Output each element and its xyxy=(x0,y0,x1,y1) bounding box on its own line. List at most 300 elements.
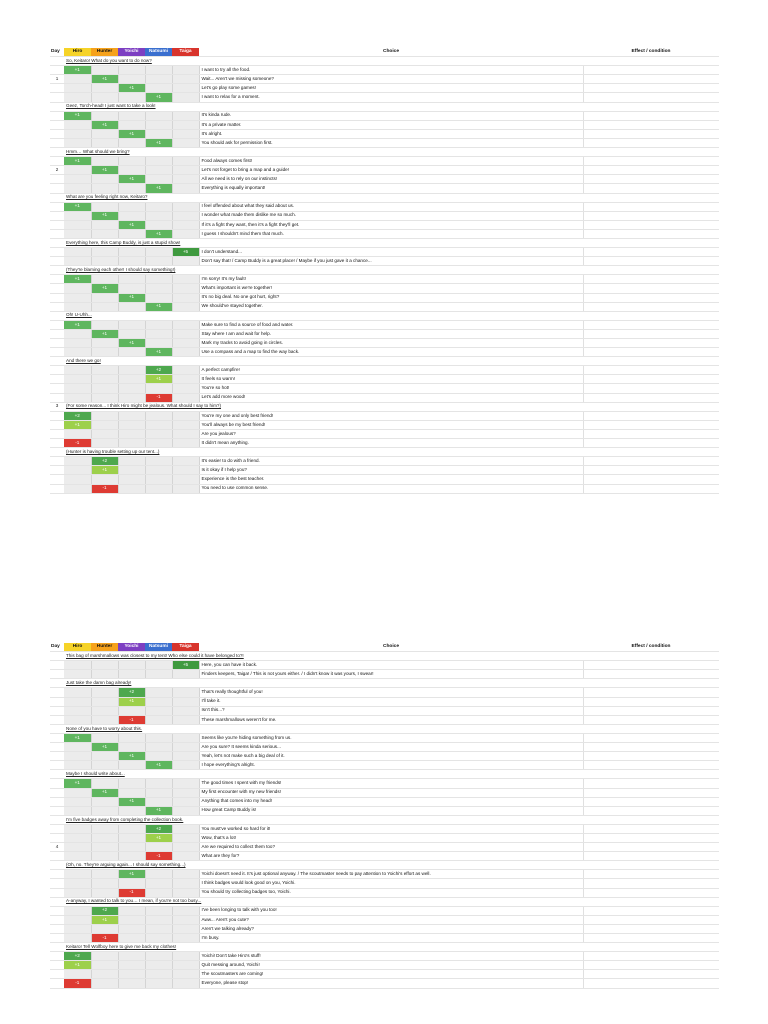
choice-text: Don't say that! / Camp Buddy is a great place! / Maybe if you just gave it a chance... xyxy=(199,257,583,266)
natsumi-affinity-cell xyxy=(145,439,172,448)
choice-text: It feels so warm! xyxy=(199,375,583,384)
hunter-affinity-cell xyxy=(91,924,118,933)
taiga-affinity-cell xyxy=(172,457,199,466)
hiro-affinity-cell xyxy=(64,715,91,724)
choice-row xyxy=(50,120,719,129)
natsumi-affinity-cell: -1 xyxy=(145,393,172,402)
natsumi-affinity-cell xyxy=(145,166,172,175)
day-cell xyxy=(50,375,64,384)
natsumi-affinity-cell xyxy=(145,733,172,742)
choice-row xyxy=(50,961,719,970)
effect-cell xyxy=(583,743,719,752)
taiga-affinity-cell xyxy=(172,475,199,484)
natsumi-affinity-cell xyxy=(145,175,172,184)
natsumi-affinity-cell xyxy=(145,915,172,924)
natsumi-affinity-cell xyxy=(145,339,172,348)
choice-text: You must've worked so hard for it! xyxy=(199,824,583,833)
hiro-affinity-cell: +1 xyxy=(64,733,91,742)
hunter-affinity-cell: -1 xyxy=(91,934,118,943)
effect-cell xyxy=(583,284,719,293)
hiro-affinity-cell: +1 xyxy=(64,420,91,429)
taiga-affinity-cell xyxy=(172,129,199,138)
header-natsumi: Natsumi xyxy=(145,48,172,57)
header-day: Day xyxy=(50,643,64,652)
natsumi-affinity-cell xyxy=(145,84,172,93)
natsumi-affinity-cell: +1 xyxy=(145,229,172,238)
hiro-affinity-cell xyxy=(64,924,91,933)
hiro-affinity-cell xyxy=(64,120,91,129)
choice-row xyxy=(50,484,719,493)
sheet-page-1 xyxy=(50,48,718,494)
header-hunter: Hunter xyxy=(91,643,118,652)
choice-text: Wow, that's a lot! xyxy=(199,833,583,842)
day-cell xyxy=(50,448,64,457)
hiro-affinity-cell xyxy=(64,934,91,943)
choice-row xyxy=(50,806,719,815)
choice-row xyxy=(50,879,719,888)
hiro-affinity-cell xyxy=(64,752,91,761)
question-row xyxy=(50,943,719,952)
effect-cell xyxy=(583,888,719,897)
natsumi-affinity-cell xyxy=(145,293,172,302)
effect-cell xyxy=(583,779,719,788)
choice-row xyxy=(50,366,719,375)
natsumi-affinity-cell xyxy=(145,706,172,715)
natsumi-affinity-cell xyxy=(145,284,172,293)
natsumi-affinity-cell xyxy=(145,211,172,220)
hiro-affinity-cell xyxy=(64,788,91,797)
taiga-affinity-cell xyxy=(172,284,199,293)
day-cell: 3 xyxy=(50,402,64,411)
hiro-affinity-cell xyxy=(64,906,91,915)
day-cell xyxy=(50,724,64,733)
effect-cell xyxy=(583,429,719,438)
hiro-affinity-cell xyxy=(64,697,91,706)
question-row xyxy=(50,311,719,320)
day-cell xyxy=(50,229,64,238)
question-row xyxy=(50,57,719,66)
taiga-affinity-cell xyxy=(172,366,199,375)
day-cell xyxy=(50,934,64,943)
hiro-affinity-cell xyxy=(64,852,91,861)
taiga-affinity-cell xyxy=(172,806,199,815)
question-row xyxy=(50,102,719,111)
hunter-affinity-cell xyxy=(91,961,118,970)
hiro-affinity-cell xyxy=(64,706,91,715)
hunter-affinity-cell xyxy=(91,697,118,706)
natsumi-affinity-cell xyxy=(145,275,172,284)
day-cell xyxy=(50,411,64,420)
natsumi-affinity-cell xyxy=(145,384,172,393)
taiga-affinity-cell xyxy=(172,157,199,166)
hunter-affinity-cell xyxy=(91,733,118,742)
yoichi-affinity-cell xyxy=(118,733,145,742)
yoichi-affinity-cell xyxy=(118,420,145,429)
day-cell xyxy=(50,752,64,761)
taiga-affinity-cell xyxy=(172,779,199,788)
hiro-affinity-cell: +1 xyxy=(64,779,91,788)
yoichi-affinity-cell xyxy=(118,934,145,943)
hiro-affinity-cell xyxy=(64,475,91,484)
effect-cell xyxy=(583,339,719,348)
hunter-affinity-cell xyxy=(91,302,118,311)
choice-text: Let's not forget to bring a map and a guide! xyxy=(199,166,583,175)
yoichi-affinity-cell: +1 xyxy=(118,84,145,93)
effect-cell xyxy=(583,320,719,329)
choice-row xyxy=(50,75,719,84)
hiro-affinity-cell xyxy=(64,879,91,888)
hunter-affinity-cell xyxy=(91,475,118,484)
hiro-affinity-cell xyxy=(64,366,91,375)
day-cell xyxy=(50,439,64,448)
day-cell xyxy=(50,175,64,184)
day-cell xyxy=(50,57,64,66)
choice-row xyxy=(50,779,719,788)
effect-cell xyxy=(583,852,719,861)
natsumi-affinity-cell: +1 xyxy=(145,93,172,102)
hiro-affinity-cell: +2 xyxy=(64,411,91,420)
hunter-affinity-cell xyxy=(91,66,118,75)
choice-row xyxy=(50,375,719,384)
effect-cell xyxy=(583,879,719,888)
hiro-affinity-cell xyxy=(64,257,91,266)
choice-text: Yeah, let's not make such a big deal of it. xyxy=(199,752,583,761)
yoichi-affinity-cell xyxy=(118,211,145,220)
question-text: None of you have to worry about this. xyxy=(64,724,719,733)
taiga-affinity-cell xyxy=(172,184,199,193)
natsumi-affinity-cell: +2 xyxy=(145,366,172,375)
day-cell xyxy=(50,257,64,266)
natsumi-affinity-cell: +1 xyxy=(145,761,172,770)
natsumi-affinity-cell xyxy=(145,411,172,420)
choice-text: I'll take it. xyxy=(199,697,583,706)
day-cell xyxy=(50,138,64,147)
taiga-affinity-cell xyxy=(172,293,199,302)
effect-cell xyxy=(583,961,719,970)
hiro-affinity-cell: +1 xyxy=(64,111,91,120)
hiro-affinity-cell xyxy=(64,888,91,897)
yoichi-affinity-cell xyxy=(118,670,145,679)
natsumi-affinity-cell xyxy=(145,466,172,475)
effect-cell xyxy=(583,733,719,742)
natsumi-affinity-cell xyxy=(145,457,172,466)
hunter-affinity-cell xyxy=(91,806,118,815)
yoichi-affinity-cell xyxy=(118,166,145,175)
day-cell xyxy=(50,366,64,375)
question-text: Hmm… What should we bring? xyxy=(64,148,719,157)
day-cell xyxy=(50,348,64,357)
effect-cell xyxy=(583,833,719,842)
choice-text: Are we required to collect them too? xyxy=(199,843,583,852)
header-yoichi: Yoichi xyxy=(118,48,145,57)
taiga-affinity-cell xyxy=(172,843,199,852)
day-cell xyxy=(50,670,64,679)
hiro-affinity-cell: +1 xyxy=(64,275,91,284)
hiro-affinity-cell xyxy=(64,284,91,293)
header-day: Day xyxy=(50,48,64,57)
day-cell xyxy=(50,852,64,861)
question-row xyxy=(50,897,719,906)
natsumi-affinity-cell xyxy=(145,934,172,943)
choice-text: I wonder what made them dislike me so much. xyxy=(199,211,583,220)
day-cell xyxy=(50,706,64,715)
choice-text: What are they for? xyxy=(199,852,583,861)
yoichi-affinity-cell: +1 xyxy=(118,293,145,302)
effect-cell xyxy=(583,970,719,979)
yoichi-affinity-cell xyxy=(118,661,145,670)
day-cell xyxy=(50,924,64,933)
natsumi-affinity-cell xyxy=(145,661,172,670)
hunter-affinity-cell xyxy=(91,843,118,852)
question-text: And there we go! xyxy=(64,357,719,366)
effect-cell xyxy=(583,466,719,475)
taiga-affinity-cell xyxy=(172,120,199,129)
hunter-affinity-cell xyxy=(91,797,118,806)
taiga-affinity-cell xyxy=(172,824,199,833)
natsumi-affinity-cell xyxy=(145,843,172,852)
taiga-affinity-cell: +5 xyxy=(172,661,199,670)
choice-row xyxy=(50,715,719,724)
yoichi-affinity-cell xyxy=(118,302,145,311)
day-cell xyxy=(50,93,64,102)
choice-row xyxy=(50,175,719,184)
hunter-affinity-cell: +1 xyxy=(91,120,118,129)
natsumi-affinity-cell xyxy=(145,129,172,138)
hiro-affinity-cell xyxy=(64,211,91,220)
hunter-affinity-cell xyxy=(91,348,118,357)
natsumi-affinity-cell xyxy=(145,320,172,329)
day-cell xyxy=(50,275,64,284)
hunter-affinity-cell xyxy=(91,824,118,833)
taiga-affinity-cell xyxy=(172,384,199,393)
effect-cell xyxy=(583,220,719,229)
natsumi-affinity-cell xyxy=(145,870,172,879)
taiga-affinity-cell: +5 xyxy=(172,248,199,257)
hiro-affinity-cell xyxy=(64,457,91,466)
choice-row xyxy=(50,915,719,924)
yoichi-affinity-cell: +1 xyxy=(118,220,145,229)
natsumi-affinity-cell: +1 xyxy=(145,833,172,842)
hiro-affinity-cell xyxy=(64,384,91,393)
taiga-affinity-cell xyxy=(172,275,199,284)
header-hiro: Hiro xyxy=(64,643,91,652)
taiga-affinity-cell xyxy=(172,211,199,220)
effect-cell xyxy=(583,670,719,679)
hiro-affinity-cell xyxy=(64,84,91,93)
natsumi-affinity-cell xyxy=(145,670,172,679)
natsumi-affinity-cell xyxy=(145,752,172,761)
choice-text: Experience is the best teacher. xyxy=(199,475,583,484)
taiga-affinity-cell xyxy=(172,752,199,761)
effect-cell xyxy=(583,248,719,257)
taiga-affinity-cell xyxy=(172,888,199,897)
choice-text: The good times I spent with my friends! xyxy=(199,779,583,788)
hiro-affinity-cell: +1 xyxy=(64,157,91,166)
day-cell xyxy=(50,475,64,484)
effect-cell xyxy=(583,329,719,338)
hiro-affinity-cell xyxy=(64,138,91,147)
natsumi-affinity-cell xyxy=(145,420,172,429)
header-natsumi: Natsumi xyxy=(145,643,172,652)
choice-row xyxy=(50,166,719,175)
question-text: A-anyway, I wanted to talk to you… I mean, if you're not too busy... xyxy=(64,897,719,906)
hunter-affinity-cell xyxy=(91,339,118,348)
day-cell xyxy=(50,384,64,393)
day-cell xyxy=(50,111,64,120)
day-cell xyxy=(50,120,64,129)
choice-text: You're my one and only best friend! xyxy=(199,411,583,420)
choice-text: Everyone, please stop! xyxy=(199,979,583,988)
day-cell xyxy=(50,861,64,870)
choices-table xyxy=(50,48,719,494)
choice-row xyxy=(50,797,719,806)
question-text: (For some reason... I think Hiro might be jealous. What should I say to him?) xyxy=(64,402,719,411)
header-row xyxy=(50,48,719,57)
hiro-affinity-cell xyxy=(64,348,91,357)
taiga-affinity-cell xyxy=(172,924,199,933)
natsumi-affinity-cell: +2 xyxy=(145,824,172,833)
yoichi-affinity-cell xyxy=(118,320,145,329)
question-row xyxy=(50,815,719,824)
yoichi-affinity-cell xyxy=(118,375,145,384)
yoichi-affinity-cell xyxy=(118,743,145,752)
effect-cell xyxy=(583,202,719,211)
effect-cell xyxy=(583,275,719,284)
hunter-affinity-cell xyxy=(91,979,118,988)
day-cell xyxy=(50,679,64,688)
effect-cell xyxy=(583,257,719,266)
hunter-affinity-cell xyxy=(91,320,118,329)
taiga-affinity-cell xyxy=(172,111,199,120)
choice-row xyxy=(50,475,719,484)
hunter-affinity-cell xyxy=(91,93,118,102)
day-cell xyxy=(50,961,64,970)
natsumi-affinity-cell xyxy=(145,797,172,806)
effect-cell xyxy=(583,384,719,393)
day-cell xyxy=(50,697,64,706)
choice-text: Make sure to find a source of food and water. xyxy=(199,320,583,329)
yoichi-affinity-cell: +1 xyxy=(118,175,145,184)
choice-text: It's no big deal. No one got hurt, right? xyxy=(199,293,583,302)
yoichi-affinity-cell xyxy=(118,120,145,129)
yoichi-affinity-cell: +1 xyxy=(118,870,145,879)
day-cell xyxy=(50,66,64,75)
choice-row xyxy=(50,852,719,861)
choice-row xyxy=(50,339,719,348)
effect-cell xyxy=(583,952,719,961)
question-row xyxy=(50,266,719,275)
choice-text: Quit messing around, Yoichi! xyxy=(199,961,583,970)
day-cell xyxy=(50,879,64,888)
taiga-affinity-cell xyxy=(172,743,199,752)
effect-cell xyxy=(583,393,719,402)
natsumi-affinity-cell xyxy=(145,157,172,166)
taiga-affinity-cell xyxy=(172,329,199,338)
yoichi-affinity-cell xyxy=(118,779,145,788)
day-cell xyxy=(50,870,64,879)
question-text: So, Keitaro! What do you want to do now? xyxy=(64,57,719,66)
choice-text: Wait... Aren't we missing someone? xyxy=(199,75,583,84)
day-cell xyxy=(50,248,64,257)
effect-cell xyxy=(583,715,719,724)
taiga-affinity-cell xyxy=(172,429,199,438)
hunter-affinity-cell xyxy=(91,275,118,284)
hiro-affinity-cell xyxy=(64,75,91,84)
yoichi-affinity-cell: +1 xyxy=(118,797,145,806)
yoichi-affinity-cell xyxy=(118,329,145,338)
hiro-affinity-cell xyxy=(64,93,91,102)
day-cell xyxy=(50,761,64,770)
choice-row xyxy=(50,970,719,979)
yoichi-affinity-cell xyxy=(118,457,145,466)
choice-row xyxy=(50,934,719,943)
effect-cell xyxy=(583,157,719,166)
choice-text: I feel offended about what they said about us. xyxy=(199,202,583,211)
hiro-affinity-cell: -1 xyxy=(64,979,91,988)
choice-text: I want to relax for a moment. xyxy=(199,93,583,102)
natsumi-affinity-cell xyxy=(145,697,172,706)
hunter-affinity-cell: +1 xyxy=(91,788,118,797)
effect-cell xyxy=(583,229,719,238)
taiga-affinity-cell xyxy=(172,93,199,102)
choice-row xyxy=(50,788,719,797)
yoichi-affinity-cell xyxy=(118,284,145,293)
yoichi-affinity-cell xyxy=(118,843,145,852)
yoichi-affinity-cell xyxy=(118,157,145,166)
yoichi-affinity-cell xyxy=(118,961,145,970)
choice-text: Are you jealous? xyxy=(199,429,583,438)
choice-row xyxy=(50,906,719,915)
natsumi-affinity-cell xyxy=(145,879,172,888)
effect-cell xyxy=(583,824,719,833)
sheet-page-2 xyxy=(50,643,718,989)
choice-text: These marshmallows weren't for me. xyxy=(199,715,583,724)
choice-text: Let's go play some games! xyxy=(199,84,583,93)
choice-text: You'll always be my best friend! xyxy=(199,420,583,429)
choice-row xyxy=(50,229,719,238)
effect-cell xyxy=(583,175,719,184)
hunter-affinity-cell xyxy=(91,952,118,961)
taiga-affinity-cell xyxy=(172,220,199,229)
choice-row xyxy=(50,697,719,706)
yoichi-affinity-cell xyxy=(118,788,145,797)
hunter-affinity-cell xyxy=(91,833,118,842)
hiro-affinity-cell xyxy=(64,220,91,229)
day-cell xyxy=(50,661,64,670)
choice-text: What's important is we're together! xyxy=(199,284,583,293)
header-effect: Effect / condition xyxy=(583,48,719,57)
choice-row xyxy=(50,661,719,670)
taiga-affinity-cell xyxy=(172,175,199,184)
natsumi-affinity-cell xyxy=(145,888,172,897)
choice-row xyxy=(50,329,719,338)
hiro-affinity-cell xyxy=(64,375,91,384)
effect-cell xyxy=(583,75,719,84)
yoichi-affinity-cell xyxy=(118,202,145,211)
choice-row xyxy=(50,688,719,697)
taiga-affinity-cell xyxy=(172,420,199,429)
natsumi-affinity-cell xyxy=(145,248,172,257)
hunter-affinity-cell xyxy=(91,202,118,211)
natsumi-affinity-cell xyxy=(145,257,172,266)
choice-row xyxy=(50,111,719,120)
choice-row xyxy=(50,833,719,842)
hunter-affinity-cell xyxy=(91,84,118,93)
effect-cell xyxy=(583,788,719,797)
hunter-affinity-cell xyxy=(91,366,118,375)
choice-row xyxy=(50,457,719,466)
choice-row xyxy=(50,752,719,761)
